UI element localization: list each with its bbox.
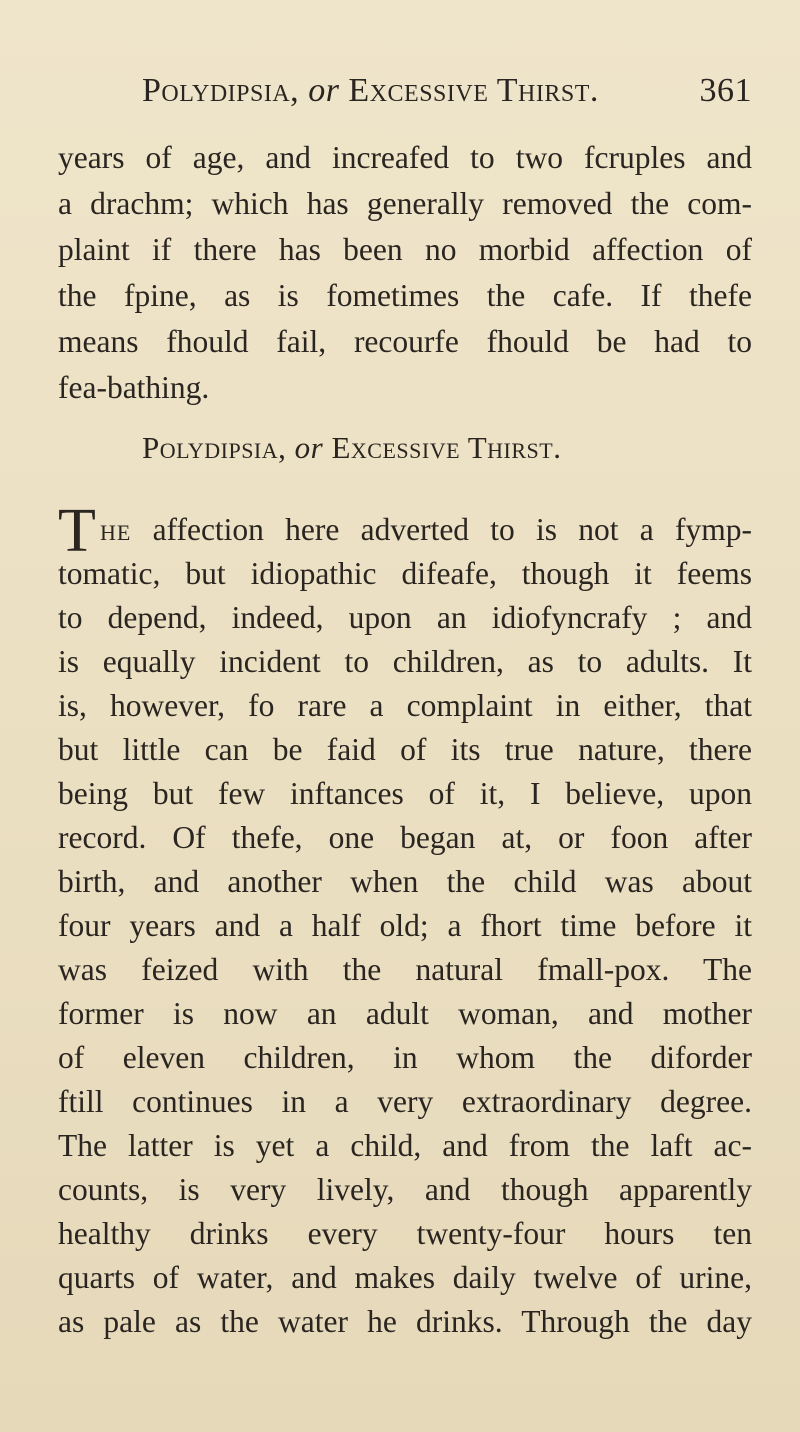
text-line: to depend, indeed, upon an idiofyncrafy ; and (58, 600, 752, 635)
text-line: birth, and another when the child was about (58, 864, 752, 899)
running-head (142, 72, 752, 122)
page-number: 361 (699, 72, 752, 109)
text-line: is, however, fo rare a complaint in either, that (58, 688, 752, 723)
text-line: counts, is very lively, and though apparently (58, 1172, 752, 1207)
text-line: fea-bathing. (58, 370, 210, 405)
drop-cap: T (58, 497, 96, 565)
text-line: record. Of thefe, one began at, or foon after (58, 820, 752, 855)
section-heading-part1: Polydipsia, (142, 430, 287, 465)
text-line: tomatic, but idiopathic difeafe, though it feems (58, 556, 752, 591)
text-line: means fhould fail, recourfe fhould be had to (58, 324, 752, 359)
text-line: quarts of water, and makes daily twelve of urine, (58, 1260, 752, 1295)
text-line: but little can be faid of its true nature, there (58, 732, 752, 767)
text-line: ftill continues in a very extraordinary degree. (58, 1084, 752, 1119)
section-heading-part2: Excessive Thirst. (331, 430, 562, 465)
running-head-or: or (308, 72, 340, 109)
first-line-rest: affection here adverted to is not a fymp- (152, 512, 752, 547)
text-line: was feized with the natural fmall-pox. The (58, 952, 752, 987)
section-heading (142, 425, 742, 471)
text-line: four years and a half old; a fhort time before it (58, 908, 752, 943)
text-line: of eleven children, in whom the diforder (58, 1040, 752, 1075)
text-line: being but few inftances of it, I believe, upon (58, 776, 752, 811)
first-line-smallcaps: he (100, 512, 132, 547)
text-line: healthy drinks every twenty-four hours ten (58, 1216, 752, 1251)
text-line: is equally incident to children, as to adults. It (58, 644, 752, 679)
text-line: a drachm; which has generally removed the com- (58, 186, 752, 221)
text-line: as pale as the water he drinks. Through the day (58, 1304, 752, 1339)
running-head-title (142, 72, 599, 110)
text-line: plaint if there has been no morbid affection of (58, 232, 752, 267)
text-line: The latter is yet a child, and from the laft ac- (58, 1128, 752, 1163)
section-heading-or: or (294, 430, 324, 465)
first-body-line (100, 508, 752, 552)
text-line: years of age, and increafed to two fcruples and (58, 140, 752, 175)
text-line: former is now an adult woman, and mother (58, 996, 752, 1031)
text-line: the fpine, as is fometimes the cafe. If thefe (58, 278, 752, 313)
running-head-title-part2: Excessive Thirst. (348, 72, 599, 109)
running-head-title-part1: Polydipsia, (142, 72, 300, 109)
